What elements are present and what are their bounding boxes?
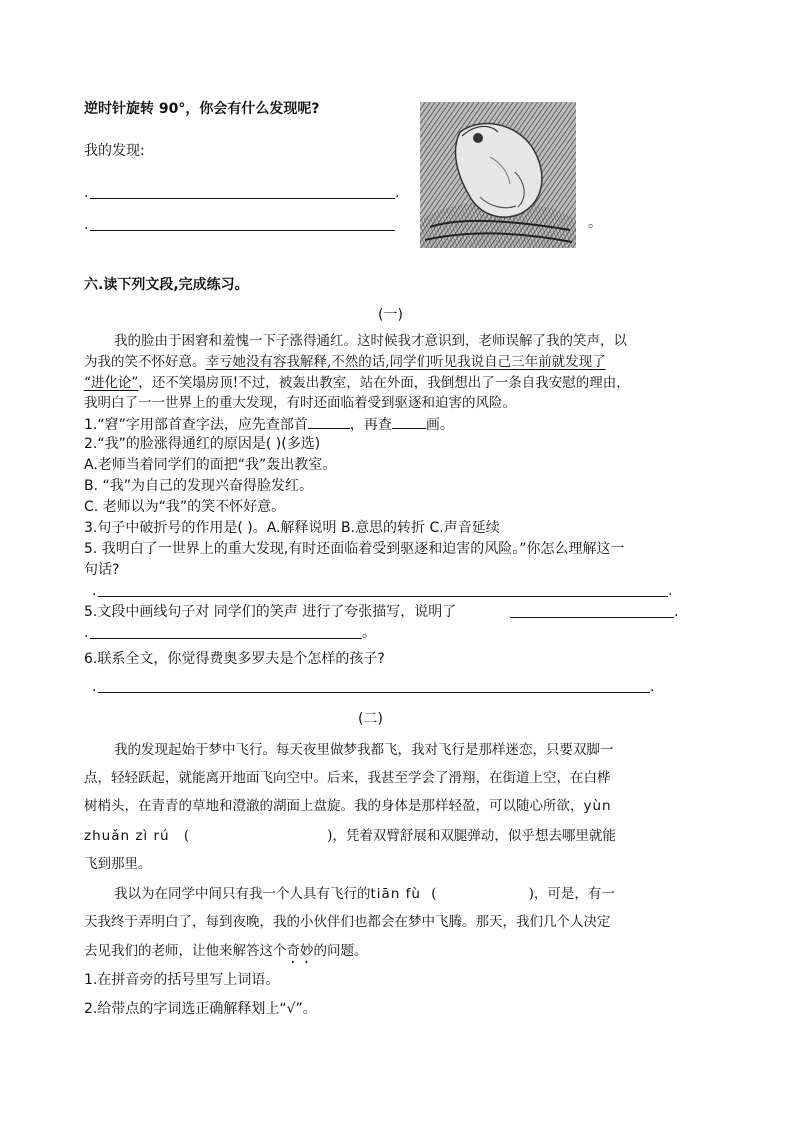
finding-label: 我的发现: <box>84 143 145 159</box>
part2-line6-end: )，可是，有一 <box>528 886 615 902</box>
part2-q2: 2.给带点的字词选正确解释划上“√”。 <box>84 1001 317 1017</box>
part2-line6-text: 我以为在同学中间只有我一个人具有飞行的 <box>114 886 371 902</box>
part2-line2: 点，轻轻跃起，就能离开地面飞向空中。后来，我甚至学会了滑翔，在街道上空，在白桦 <box>84 770 611 786</box>
finding-line1[interactable] <box>90 198 395 199</box>
q6: 6.联系全文，你觉得费奥多罗夫是个怎样的孩子? <box>84 651 385 667</box>
section6-title: 六.读下列文段,完成练习。 <box>84 277 249 293</box>
frog-picture <box>420 102 576 248</box>
q6-ans-prefix: . <box>92 679 97 695</box>
q1-text-c: 画。 <box>425 417 454 433</box>
q1-text-b: ，再查 <box>349 417 392 433</box>
answer-blank-1[interactable] <box>189 826 327 840</box>
underlined-sentence-1: 幸亏她没有容我解释,不然的话,同学们听见我说自己三年前就发现了 <box>205 354 606 370</box>
part2-line6 <box>114 884 615 903</box>
underlined-sentence-2: “进化论” <box>84 375 139 391</box>
part1-line3 <box>84 374 630 392</box>
paren-open-2: ( <box>431 886 437 902</box>
q5b: 5.文段中画线句子对 同学们的笑声 进行了夸张描写，说明了 <box>84 604 457 620</box>
q6-answer-line[interactable] <box>98 692 650 693</box>
part2-line8-a: 去见我们的老师，让他来解答这个 <box>84 943 287 959</box>
q2-option-a: A.老师当着同学们的面把“我”轰出教室。 <box>84 457 337 473</box>
finding-line2[interactable] <box>90 230 395 231</box>
part2-heading: (二) <box>358 711 383 727</box>
rotate-question: 逆时针旋转 90°，你会有什么发现呢? <box>84 101 320 117</box>
part1-line2 <box>84 353 606 371</box>
q2-option-b: B. “我”为自己的发现兴奋得脸发红。 <box>84 478 314 494</box>
part2-line5: 飞到那里。 <box>84 856 152 872</box>
q2: 2.“我”的脸涨得通红的原因是( )(多选) <box>84 436 321 452</box>
pinyin-tian-fu: tiān fù <box>370 886 421 902</box>
dotted-word: 奇妙 <box>286 943 314 959</box>
after-image-period: 。 <box>588 215 602 231</box>
part2-line1: 我的发现起始于梦中飞行。每天夜里做梦我都飞，我对飞行是那样迷恋，只要双脚一 <box>114 742 614 758</box>
pinyin-zhuan-zi-ru: zhuǎn zì rú <box>84 828 170 844</box>
part2-line3 <box>84 797 612 815</box>
part2-line8 <box>84 942 368 967</box>
pinyin-yun: yùn <box>583 798 612 814</box>
part1-line1: 我的脸由于困窘和羞愧一下子涨得通红。这时候我才意识到，老师误解了我的笑声，以 <box>114 333 627 349</box>
q1-blank-radical[interactable] <box>308 414 350 429</box>
finding-line1-suffix: . <box>395 185 400 201</box>
q5a-ans-suffix: . <box>668 583 673 599</box>
part1-line3-b: ，还不笑塌房顶!不过，被轰出教室，站在外面，我倒想出了一条自我安慰的理由， <box>138 375 630 391</box>
answer-blank-2[interactable] <box>437 884 529 898</box>
part1-line4: 我明白了一一世界上的重大发现，有时还面临着受到驱逐和迫害的风险。 <box>84 395 516 411</box>
q5b-line2-suffix: 。 <box>362 625 376 641</box>
q5b-answer-line2[interactable] <box>90 638 362 639</box>
q2-option-c: C. 老师以为“我”的笑不怀好意。 <box>84 499 286 515</box>
q5b-suffix: . <box>674 604 679 620</box>
q1-blank-strokes[interactable] <box>392 414 426 429</box>
paren-open-1: ( <box>183 828 190 844</box>
q5b-line2-prefix: . <box>84 625 89 641</box>
part2-line4 <box>84 826 616 845</box>
q5a-ans-prefix: . <box>92 583 97 599</box>
q6-ans-suffix: . <box>650 679 655 695</box>
q5a-line1: 5. 我明白了一世界上的重大发现,有时还面临着受到驱逐和迫害的风险。”你怎么理解这一 <box>84 541 625 557</box>
q1 <box>84 414 454 434</box>
q1-text-a: 1.“窘”字用部首查字法，应先查部首 <box>84 417 308 433</box>
q5a-line2: 句话? <box>84 562 120 578</box>
part2-line8-b: 的问题。 <box>313 943 368 959</box>
part2-line4-text: )，凭着双臂舒展和双腿弹动，似乎想去哪里就能 <box>327 828 616 844</box>
part1-line2-a: 为我的笑不怀好意。 <box>84 354 206 370</box>
part2-q1: 1.在拼音旁的括号里写上词语。 <box>84 972 280 988</box>
q3: 3.句子中破折号的作用是( )。A.解释说明 B.意思的转折 C.声音延续 <box>84 520 500 536</box>
finding-line2-prefix: . <box>84 217 89 233</box>
part2-line7: 天我终于弄明白了，每到夜晚，我的小伙伴们也都会在梦中飞腾。那天，我们几个人决定 <box>84 914 611 930</box>
part1-heading: (一) <box>378 307 403 323</box>
part2-line3-text: 树梢头，在青青的草地和澄澈的湖面上盘旋。我的身体是那样轻盈，可以随心所欲， <box>84 798 584 814</box>
q5b-answer-line[interactable] <box>510 617 674 618</box>
finding-line1-prefix: . <box>84 185 89 201</box>
q5a-answer-line[interactable] <box>98 596 668 597</box>
